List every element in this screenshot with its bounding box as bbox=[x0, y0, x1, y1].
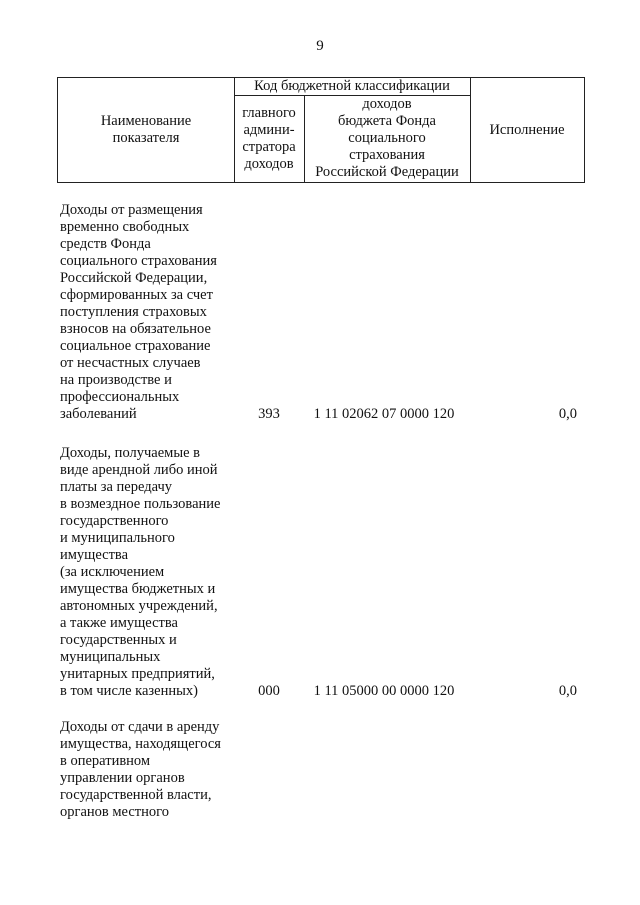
row-name: Доходы от размещения временно свободных средств Фонда социального страхования Российской Федерации, сформированных за счет поступления страховых взносов на обязательное социальное страхование от несчастных случаев на производстве и профессиональных заболеваний bbox=[60, 202, 217, 422]
row-execution: 0,0 bbox=[558, 683, 577, 699]
row-admin-code: 000 bbox=[258, 683, 280, 699]
row-name: Доходы, получаемые в виде арендной либо иной платы за передачу в возмездное пользование государственного и муниципального имущества (за исключением имущества бюджетных и автономных учреждений, а также имущества государственных и муниципальных унитарных предприятий, в том числе казенных) bbox=[60, 445, 221, 699]
header-name: Наименование показателя bbox=[100, 113, 192, 146]
header-income-code: доходов бюджета Фонда социального страхования Российской Федерации bbox=[315, 96, 459, 180]
header-execution: Исполнение bbox=[489, 121, 565, 138]
header-admin: главного админи- стратора доходов bbox=[242, 104, 296, 172]
row-budget-code: 1 11 05000 00 0000 120 bbox=[313, 683, 455, 699]
header-kbk-group: Код бюджетной классификации bbox=[254, 78, 450, 94]
row-admin-code: 393 bbox=[258, 406, 280, 422]
page-number: 9 bbox=[316, 38, 324, 54]
table-header bbox=[57, 77, 585, 183]
row-execution: 0,0 bbox=[558, 406, 577, 422]
row-budget-code: 1 11 02062 07 0000 120 bbox=[313, 406, 455, 422]
row-name: Доходы от сдачи в аренду имущества, находящегося в оперативном управлении органов государственной власти, органов местного bbox=[60, 719, 221, 820]
